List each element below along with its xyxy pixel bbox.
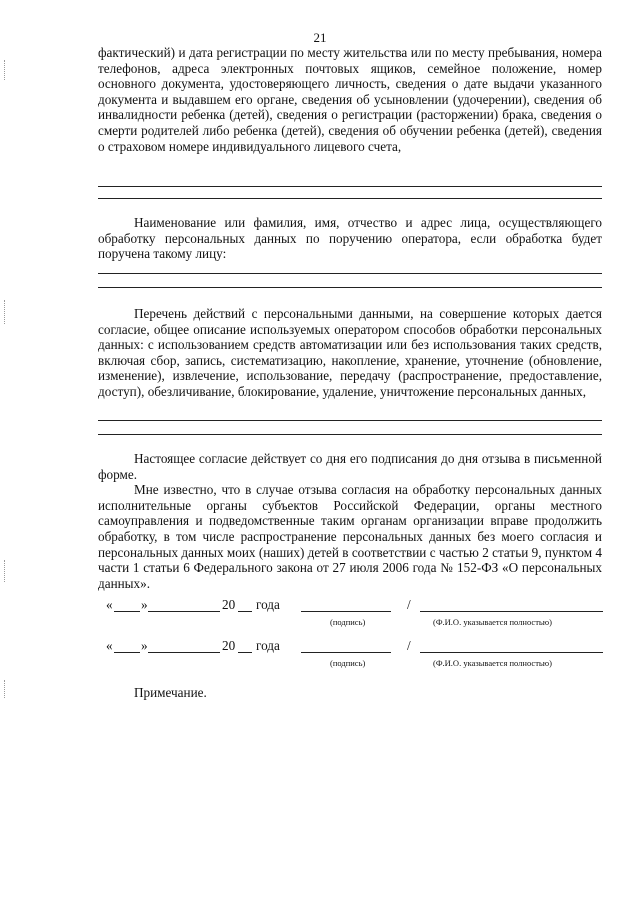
paragraph-text: Наименование или фамилия, имя, отчество и адрес лица, осуществляющего обработку персональных данных по поручению оператора, если обработка будет поручена такому лицу: — [98, 215, 602, 262]
fill-in-line[interactable] — [98, 273, 602, 274]
quote-open: « — [106, 638, 113, 653]
signature-field[interactable] — [301, 597, 391, 612]
separator-slash: / — [407, 597, 411, 612]
year-suffix: года — [256, 597, 280, 612]
signature-row — [98, 597, 608, 627]
month-field[interactable] — [148, 638, 220, 653]
separator-slash: / — [407, 638, 411, 653]
scan-edge-mark — [4, 300, 5, 324]
paragraph-text: Настоящее согласие действует со дня его подписания до дня отзыва в письменной форме. — [98, 451, 602, 482]
fill-in-line[interactable] — [98, 420, 602, 421]
scan-edge-mark — [4, 560, 5, 582]
fill-in-line[interactable] — [98, 287, 602, 288]
month-field[interactable] — [148, 597, 220, 612]
year-prefix: 20 — [222, 638, 236, 653]
paragraph-text: фактический) и дата регистрации по месту жительства или по месту пребывания, номера телефонов, адреса электронных почтовых ящиков, семейное положение, номер основного документа, удостоверяющего личность, сведения о дате выдачи указанного документа и выдавшем его органе, сведения об усыновлении (удочерении), сведения об инвалидности ребенка (детей), сведения о регистрации (расторжении) брака, сведения о смерти родителей либо ребенка (детей), сведения об обучении ребенка (детей), сведения о страховом номере индивидуального лицевого счета, — [98, 45, 602, 154]
signature-field[interactable] — [301, 638, 391, 653]
signature-caption: (подпись) — [330, 617, 366, 627]
quote-open: « — [106, 597, 113, 612]
fill-in-line[interactable] — [98, 434, 602, 435]
signature-row — [98, 638, 608, 668]
note-label: Примечание. — [134, 685, 207, 700]
quote-close: » — [141, 638, 148, 653]
signature-caption: (подпись) — [330, 658, 366, 668]
scan-edge-mark — [4, 680, 5, 698]
full-name-field[interactable] — [420, 597, 603, 612]
year-suffix: года — [256, 638, 280, 653]
year-field[interactable] — [238, 638, 252, 653]
scan-edge-mark — [4, 60, 5, 80]
fill-in-line[interactable] — [98, 198, 602, 199]
year-prefix: 20 — [222, 597, 236, 612]
fill-in-line[interactable] — [98, 186, 602, 187]
paragraph-processor-info — [98, 215, 602, 262]
day-field[interactable] — [114, 597, 140, 612]
full-name-field[interactable] — [420, 638, 603, 653]
full-name-caption: (Ф.И.О. указывается полностью) — [433, 658, 552, 668]
full-name-caption: (Ф.И.О. указывается полностью) — [433, 617, 552, 627]
day-field[interactable] — [114, 638, 140, 653]
paragraph-text: Перечень действий с персональными данными, на совершение которых дается согласие, общее описание используемых оператором способов обработки персональных данных: с использованием средств автоматизации или без использования таких средств, включая сбор, запись, систематизацию, накопление, хранение, уточнение (обновление, изменение), извлечение, использование, передачу (распространение, предоставление, доступ), обезличивание, блокирование, удаление, уничтожение персональных данных, — [98, 306, 602, 399]
paragraph-consent-validity — [98, 451, 602, 591]
paragraph-processing-actions — [98, 306, 602, 400]
paragraph-text: Мне известно, что в случае отзыва согласия на обработку персональных данных исполнительные органы субъектов Российской Федерации, органы местного самоуправления и подведомственные таким органам организации вправе продолжить обработку, в том числе распространение персональных данных без моего согласия и персональных данных моих (наших) детей в соответствии с частью 2 статьи 9, пунктом 4 части 1 статьи 6 Федерального закона от 27 июля 2006 года № 152-ФЗ «О персональных данных». — [98, 482, 602, 591]
paragraph-personal-data-list — [98, 45, 602, 154]
page-number: 21 — [313, 30, 327, 45]
year-field[interactable] — [238, 597, 252, 612]
quote-close: » — [141, 597, 148, 612]
